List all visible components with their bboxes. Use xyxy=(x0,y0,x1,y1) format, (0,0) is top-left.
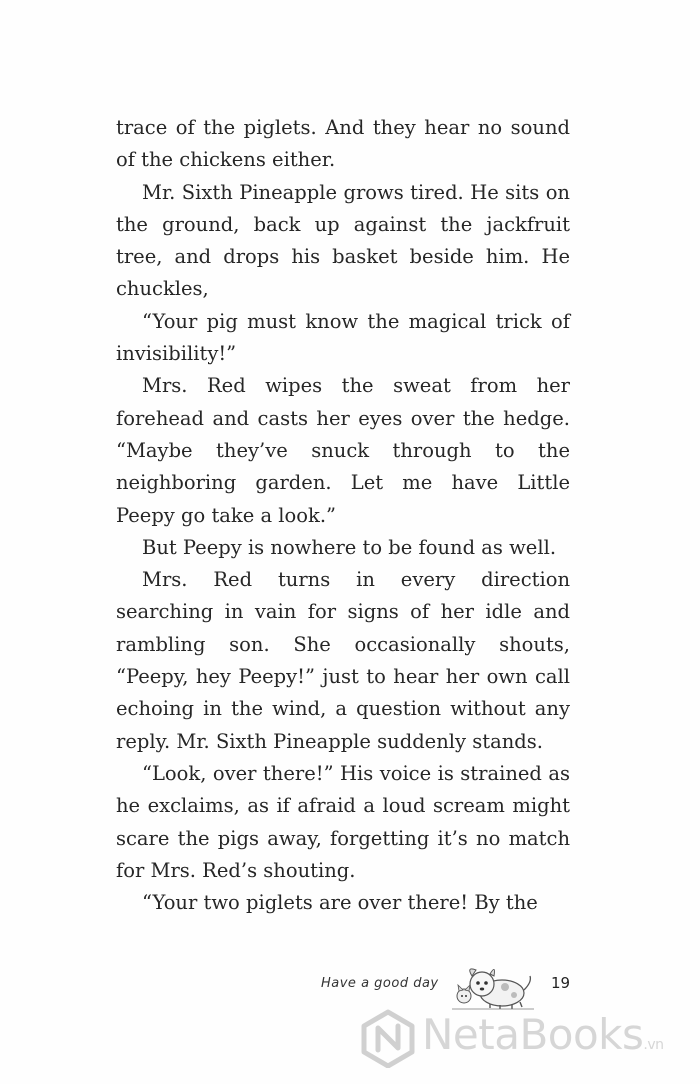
watermark xyxy=(360,1004,700,1074)
paragraph: Mrs. Red wipes the sweat from her forehead and casts her eyes over the hedge. “Maybe they’ve snuck through to the neighboring garden. Let me have Little Peepy go take a look.” xyxy=(116,374,570,527)
dog-cat-illustration-icon xyxy=(450,960,536,1010)
page-number: 19 xyxy=(551,974,571,992)
paragraph: Mrs. Red turns in every direction searching in vain for signs of her idle and rambling son. She occasionally shouts, “Peepy, hey Peepy!” just to hear her own call echoing in the wind, a question without any reply. Mr. Sixth Pineapple suddenly stands. xyxy=(116,568,570,753)
netabooks-logo-icon xyxy=(360,1008,416,1068)
running-footer-title: Have a good day xyxy=(321,976,439,991)
body-text xyxy=(116,112,570,919)
paragraph: “Look, over there!” His voice is strained as he exclaims, as if afraid a loud scream might scare the pigs away, forgetting it’s no match for Mrs. Red’s shouting. xyxy=(116,761,570,882)
paragraph: trace of the piglets. And they hear no sound of the chickens either. xyxy=(116,116,570,172)
paragraph: Mr. Sixth Pineapple grows tired. He sits on the ground, back up against the jackfruit tree, and drops his basket beside him. He chuckles, xyxy=(116,180,570,301)
watermark-brand: NetaBooks xyxy=(422,1010,644,1059)
paragraph: “Your two piglets are over there! By the xyxy=(142,891,538,915)
paragraph: “Your pig must know the magical trick of invisibility!” xyxy=(116,309,570,366)
paragraph: But Peepy is nowhere to be found as well. xyxy=(142,535,557,559)
watermark-suffix: .vn xyxy=(643,1037,664,1053)
watermark-brand-text xyxy=(422,1010,663,1059)
